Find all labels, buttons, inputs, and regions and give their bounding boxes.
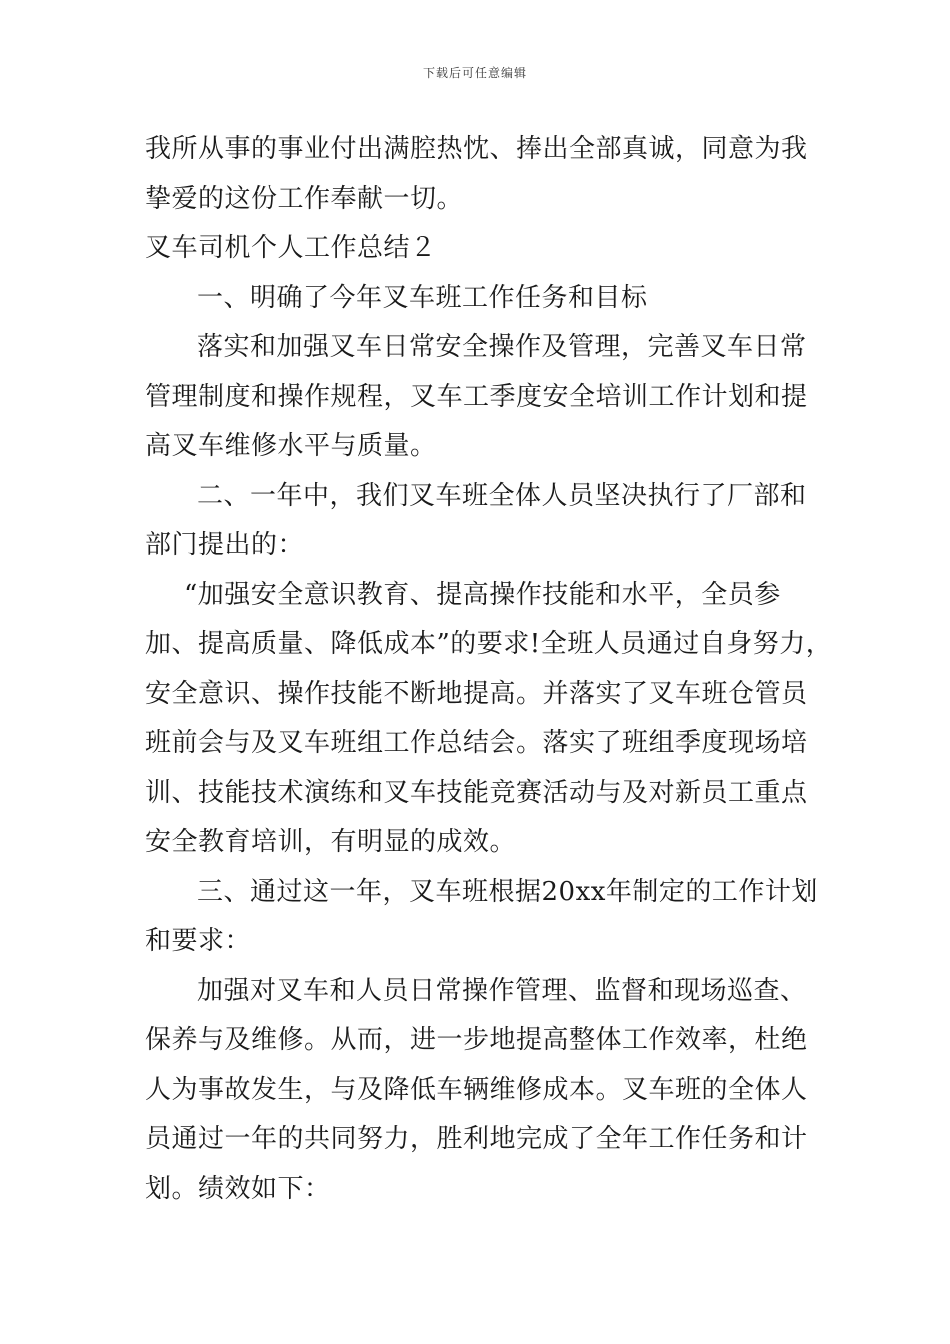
paragraph-line: “加强安全意识教育、提高操作技能和水平，全员参 bbox=[184, 579, 781, 610]
paragraph-line: 安全意识、操作技能不断地提高。并落实了叉车班仓管员 bbox=[145, 678, 808, 709]
header-note: 下载后可任意编辑 bbox=[422, 66, 527, 80]
paragraph-line: 三、通过这一年，叉车班根据20xx年制定的工作计划 bbox=[197, 876, 818, 907]
paragraph-line: 落实和加强叉车日常安全操作及管理，完善叉车日常 bbox=[197, 332, 807, 362]
paragraph-line: 保养与及维修。从而，进一步地提高整体工作效率，杜绝 bbox=[145, 1025, 808, 1055]
paragraph-line: 安全教育培训，有明显的成效。 bbox=[145, 827, 517, 857]
paragraph-line: 人为事故发生，与及降低车辆维修成本。叉车班的全体人 bbox=[145, 1074, 808, 1105]
paragraph-line: 管理制度和操作规程，叉车工季度安全培训工作计划和提 bbox=[145, 381, 808, 412]
section-heading: 一、明确了今年叉车班工作任务和目标 bbox=[197, 282, 648, 313]
paragraph-line: 员通过一年的共同努力，胜利地完成了全年工作任务和计 bbox=[145, 1124, 808, 1154]
paragraph-line: 我所从事的事业付出满腔热忱、捧出全部真诚，同意为我 bbox=[145, 134, 808, 164]
paragraph-line: 挚爱的这份工作奉献一切。 bbox=[145, 183, 464, 214]
section-title: 叉车司机个人工作总结２ bbox=[145, 233, 437, 263]
paragraph-line: 二、一年中，我们叉车班全体人员坚决执行了厂部和 bbox=[197, 480, 807, 511]
document-body bbox=[145, 125, 833, 1214]
paragraph-line: 训、技能技术演练和叉车技能竞赛活动与及对新员工重点 bbox=[145, 777, 808, 808]
paragraph-line: 和要求： bbox=[145, 926, 252, 956]
paragraph-line: 高叉车维修水平与质量。 bbox=[145, 431, 437, 461]
paragraph-line: 加强对叉车和人员日常操作管理、监督和现场巡查、 bbox=[197, 975, 807, 1006]
paragraph-line: 部门提出的： bbox=[145, 530, 305, 560]
paragraph-line: 加、提高质量、降低成本”的要求!全班人员通过自身努力， bbox=[145, 629, 833, 659]
paragraph-line: 划。绩效如下： bbox=[145, 1173, 331, 1204]
paragraph-line: 班前会与及叉车班组工作总结会。落实了班组季度现场培 bbox=[145, 728, 808, 758]
